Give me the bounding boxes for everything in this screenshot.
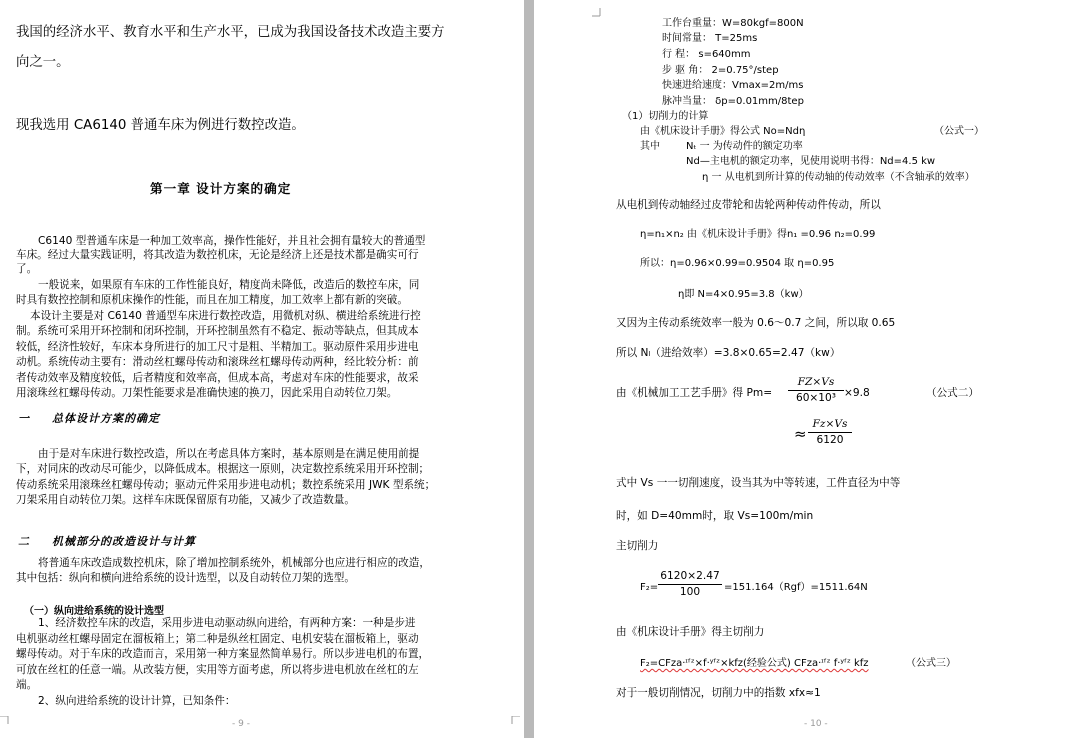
pm-prefix: 由《机械加工工艺手册》得 Pm=: [616, 387, 773, 399]
motor-line: 从电机到传动轴经过皮带轮和齿轮两种传动件传动，所以: [616, 199, 881, 211]
page-number: - 9 -: [232, 719, 250, 729]
para4-line: 可放在丝杠的任意一端。从改装方便，实用等方面考虑，所以将步进电机放在丝杠的左: [16, 664, 419, 676]
section1-number: 一: [18, 412, 30, 425]
para1-line: 了。: [16, 263, 38, 275]
page-9: [0, 0, 524, 738]
fraction-bar: [788, 390, 844, 391]
param-line: 脉冲当量： δp=0.01mm/8tep: [662, 96, 804, 107]
page-corner-mark: [592, 8, 602, 18]
param-line: 时间常量： T=25ms: [662, 33, 758, 44]
para4-line: 1、经济数控车床的改造，采用步进电动驱动纵向进给，有两种方案：一种是步进: [38, 617, 416, 629]
main-cut-label-2: 由《机床设计手册》得主切削力: [616, 626, 765, 638]
eta-line: η=n₁×n₂ 由《机床设计手册》得n₁ =0.96 n₂=0.99: [640, 229, 876, 240]
chapter-title: 第一章 设计方案的确定: [150, 181, 292, 196]
pm-denominator: 60×10³: [795, 392, 837, 405]
formula-1-tag: （公式一）: [934, 126, 984, 137]
para2-line: 传动系统采用滚珠丝杠螺母传动；驱动元件采用步进电动机；数控系统采用 JWK 型系统；: [16, 479, 436, 491]
para4-line: 端。: [16, 679, 38, 691]
formula-3: F₂=CFza·ᶦᶠᶻ×f·ʸᶠᶻ×kfz(经验公式) CFza·ᶦᶠᶻ f·ʸᶠᶻ kfz: [640, 658, 869, 669]
fraction-bar: [808, 432, 852, 433]
para4-line: 电机驱动丝杠螺母固定在溜板箱上；第二种是纵丝杠固定、电机安装在溜板箱上，驱动: [16, 633, 419, 645]
fz-denominator: 100: [679, 586, 701, 599]
where-line: Nd—主电机的额定功率，见使用说明书得：Nd=4.5 kw: [686, 156, 936, 167]
so-line: 所以：η=0.96×0.99=0.9504 取 η=0.95: [640, 258, 835, 269]
fz-fraction: [658, 570, 722, 599]
page-corner-mark: [510, 716, 520, 726]
fraction-bar: [658, 584, 722, 585]
para2-line: 下，对同床的改动尽可能少，以降低成本。根据这一原则，决定数控系统采用开环控制；: [16, 463, 430, 475]
para2-line: 由于是对车床进行数控改造，所以在考虑具体方案时，基本原则是在满足使用前提: [38, 448, 420, 460]
para3-line: 其中包括：纵向和横向进给系统的设计选型，以及自动转位刀架的选型。: [16, 572, 355, 584]
formula-3-tag: （公式三）: [906, 658, 956, 669]
intro-line-2: 向之一。: [16, 55, 70, 70]
pm-suffix: ×9.8: [844, 387, 870, 399]
page-gutter: [524, 0, 534, 738]
para1-line: C6140 型普通车床是一种加工效率高，操作性能好，并且社会拥有量较大的普通型: [38, 235, 426, 247]
param-line: 快速进给速度：Vmax=2m/ms: [662, 80, 804, 91]
para1-line: 用滚珠丝杠螺母传动。刀架性能要求是准确快速的换刀，因此采用自动转位刀架。: [16, 387, 398, 399]
para1-line: 一般说来，如果原有车床的工作性能良好，精度尚未降低，改造后的数控车床，同: [38, 279, 420, 291]
formula-1: 由《机床设计手册》得公式 No=Ndη: [640, 126, 806, 137]
approx-denominator: 6120: [816, 434, 844, 447]
formula-2-tag: （公式二）: [926, 387, 979, 399]
param-line: 行 程： s=640mm: [662, 49, 751, 60]
efficiency-line: 又因为主传动系统效率一般为 0.6～0.7 之间，所以取 0.65: [616, 317, 896, 329]
para1-line: 较低，经济性较好，车床本身所进行的加工尺寸是粗、半精加工。驱动原件采用步进电: [16, 341, 419, 353]
fz-prefix: F₂=: [640, 582, 659, 593]
where-line: η 一 从电机到所计算的传动轴的传动效率（不含轴承的效率）: [702, 172, 975, 183]
para1-line: 车床。经过大量实践证明，将其改造为数控机床，无论是经济上还是技术都是确实可行: [16, 249, 419, 261]
para4-line: 2、纵向进给系统的设计计算，已知条件：: [38, 695, 236, 707]
exponent-line: 对于一般切削情况，切削力中的指数 xfx≈1: [616, 687, 821, 699]
where-label: 其中: [640, 141, 660, 152]
approx-numerator: Fz×Vs: [812, 418, 848, 430]
main-cut-label: 主切削力: [616, 540, 659, 552]
choose-line: 现我选用 CA6140 普通车床为例进行数控改造。: [16, 118, 305, 133]
para1-line: 本设计主要是对 C6140 普通型车床进行数控改造，用微机对纵、横进给系统进行控: [30, 310, 421, 322]
approx-fraction: [808, 418, 852, 447]
subsection-title: （一）纵向进给系统的设计选型: [24, 606, 164, 617]
param-line: 步 驱 角： 2=0.75°/step: [662, 65, 779, 76]
para1-line: 动机。系统传动主要有：滑动丝杠螺母传动和滚珠丝杠螺母传动两种，经比较分析：前: [16, 356, 419, 368]
param-line: 工作台重量：W=80kgf=800N: [662, 18, 804, 29]
para1-line: 者传动效率及精度较低，后者精度和效率高，但成本高，考虑对车床的性能要求，故采: [16, 372, 419, 384]
feed-power-line: 所以 Nₗ（进给效率）=3.8×0.65=2.47（kw）: [616, 347, 841, 359]
para1-line: 制。系统可采用开环控制和闭环控制，开环控制虽然有不稳定、振动等缺点，但其成本: [16, 325, 419, 337]
section2-title: 机械部分的改造设计与计算: [52, 535, 196, 548]
page-10: [534, 0, 1084, 738]
pm-fraction: [788, 376, 844, 405]
section2-number: 二: [18, 535, 30, 548]
para4-line: 螺母传动。对于车床的改造而言，采用第一种方案显然简单易行。所以步进电机的布置，: [16, 648, 430, 660]
fz-numerator: 6120×2.47: [660, 570, 720, 582]
page-corner-mark: [0, 716, 10, 726]
page-number: - 10 -: [804, 719, 828, 729]
fz-result: =151.164（Rgf）=1511.64N: [724, 582, 868, 593]
para2-line: 刀架采用自动转位刀架。这样车床既保留原有功能，又减少了改造数量。: [16, 494, 355, 506]
power-line: η即 N=4×0.95=3.8（kw）: [678, 289, 809, 300]
para3-line: 将普通车床改造成数控机床，除了增加控制系统外，机械部分也应进行相应的改造，: [38, 557, 430, 569]
intro-line-1: 我国的经济水平、教育水平和生产水平，已成为我国设备技术改造主要方: [16, 25, 445, 40]
approx-sign: ≈: [794, 425, 807, 443]
pm-numerator: FZ×Vs: [797, 376, 835, 388]
cut-force-title: （1）切削力的计算: [622, 111, 709, 122]
vs-line: 式中 Vs 一一切削速度，设当其为中等转速，工件直径为中等: [616, 477, 901, 489]
section1-title: 总体设计方案的确定: [52, 412, 160, 425]
where-line: Nₜ 一 为传动件的额定功率: [686, 141, 803, 152]
diameter-line: 时，如 D=40mm时，取 Vs=100m/min: [616, 510, 814, 522]
para1-line: 时具有数控控制和原机床操作的性能，而且在加工精度，加工效率上都有新的突破。: [16, 294, 408, 306]
